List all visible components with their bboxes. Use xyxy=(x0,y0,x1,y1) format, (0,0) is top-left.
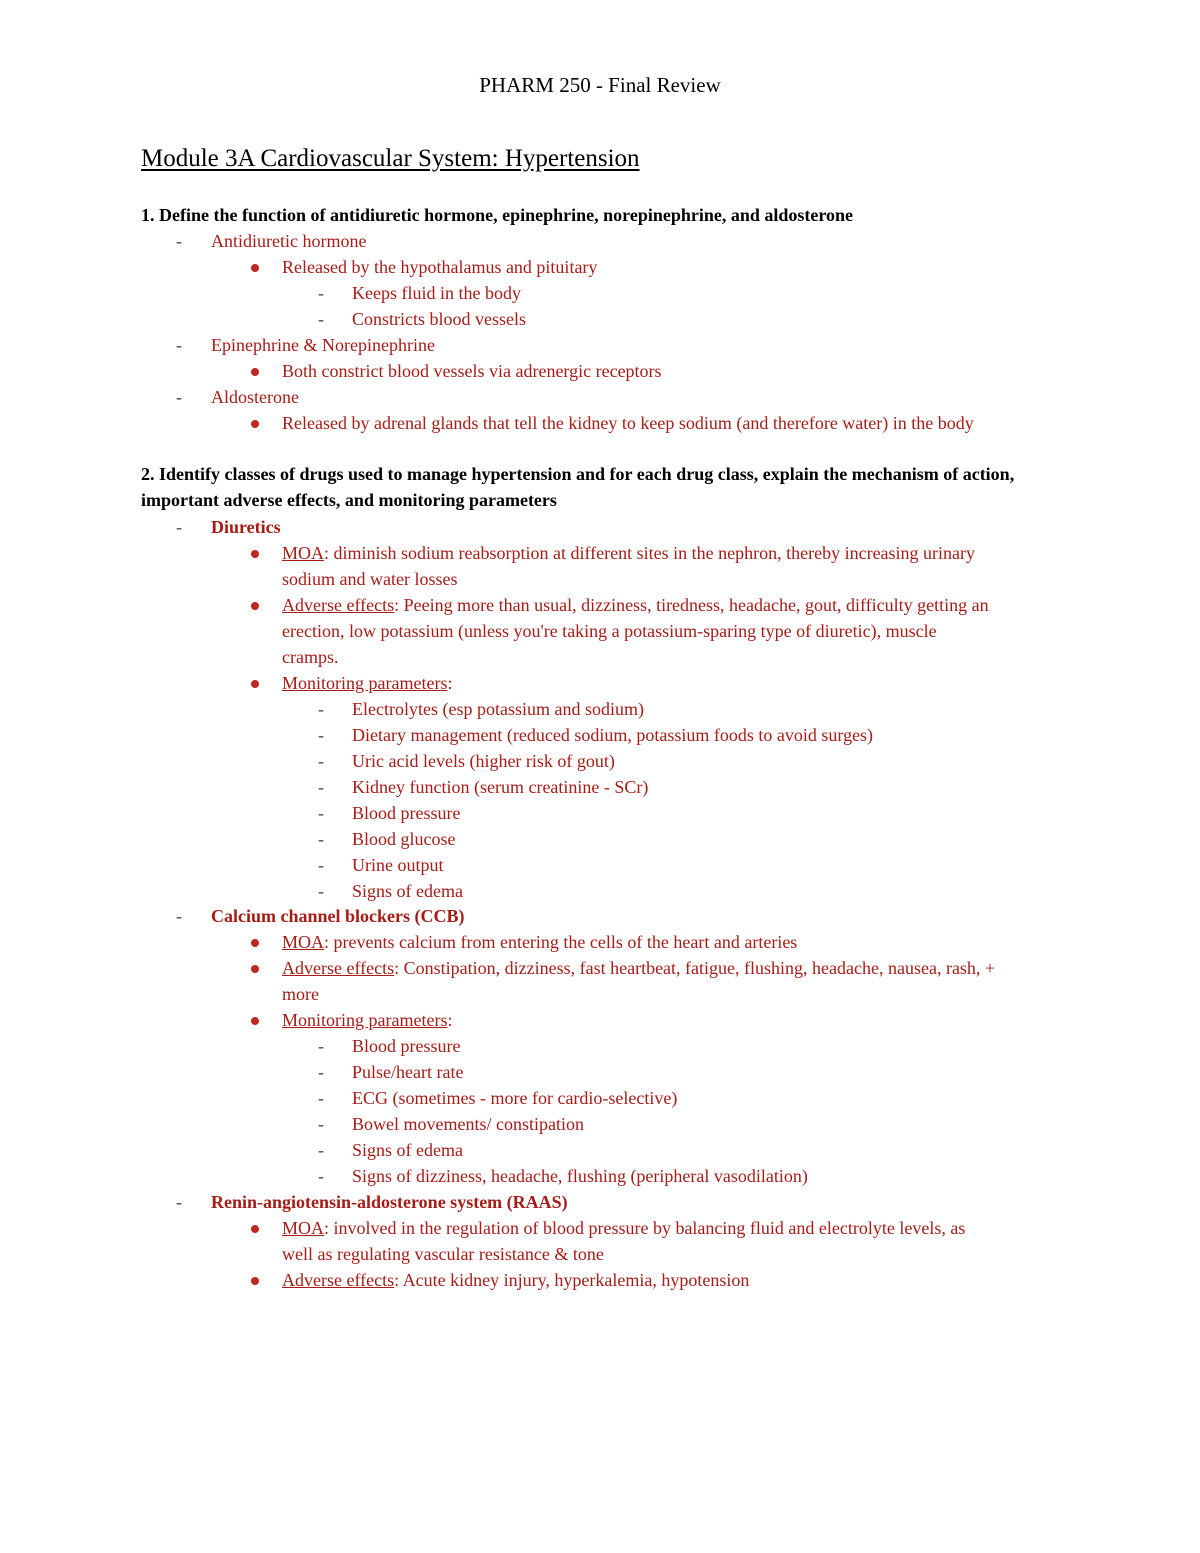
bullet-dot xyxy=(251,420,259,428)
document-title: PHARM 250 - Final Review xyxy=(479,73,721,97)
list-dash: - xyxy=(318,283,324,303)
list-dash: - xyxy=(176,231,182,251)
list-dash: - xyxy=(318,881,324,901)
adverse-label: Adverse effects xyxy=(282,595,395,615)
list-item: Bowel movements/ constipation xyxy=(352,1114,584,1134)
list-item: Electrolytes (esp potassium and sodium) xyxy=(352,699,644,719)
bullet-dot xyxy=(251,550,259,558)
list-dash: - xyxy=(318,1166,324,1186)
bullet-dot xyxy=(251,1277,259,1285)
adverse-text: : Peeing more than usual, dizziness, tiredness, headache, gout, difficulty getting an xyxy=(394,595,989,615)
list-dash: - xyxy=(176,335,182,355)
diuretics-moa xyxy=(282,541,975,567)
list-item-aldosterone: Aldosterone xyxy=(211,387,299,407)
question-2-heading: 2. Identify classes of drugs used to manage hypertension and for each drug class, explain the mechanism of action, important adverse effects, and monitoring parameters xyxy=(141,464,1015,510)
list-item-epinephrine: Epinephrine & Norepinephrine xyxy=(211,335,435,355)
raas-moa xyxy=(282,1216,965,1242)
list-item: Urine output xyxy=(352,855,444,875)
list-item: Keeps fluid in the body xyxy=(352,283,521,303)
list-dash: - xyxy=(318,803,324,823)
drug-class-ccb: Calcium channel blockers (CCB) xyxy=(211,906,465,926)
moa-text: : involved in the regulation of blood pressure by balancing fluid and electrolyte levels, as xyxy=(324,1218,966,1238)
bullet-dot xyxy=(251,1017,259,1025)
list-dash: - xyxy=(176,906,182,926)
list-dash: - xyxy=(318,751,324,771)
list-dash: - xyxy=(176,1192,182,1212)
list-item: Signs of edema xyxy=(352,1140,463,1160)
diuretics-monitoring xyxy=(282,671,452,697)
bullet-dot xyxy=(251,680,259,688)
question-1-heading: 1. Define the function of antidiuretic hormone, epinephrine, norepinephrine, and aldosterone xyxy=(141,205,854,225)
bullet-dot xyxy=(251,602,259,610)
list-dash: - xyxy=(318,777,324,797)
list-dash: - xyxy=(318,829,324,849)
list-item: Both constrict blood vessels via adrenergic receptors xyxy=(282,361,662,381)
list-item: Signs of edema xyxy=(352,881,463,901)
colon: : xyxy=(447,673,453,693)
raas-moa-cont: well as regulating vascular resistance & tone xyxy=(282,1244,604,1264)
bullet-dot xyxy=(251,368,259,376)
ccb-moa xyxy=(282,930,797,956)
moa-text: : diminish sodium reabsorption at different sites in the nephron, thereby increasing urinary xyxy=(324,543,976,563)
moa-label: MOA xyxy=(282,932,325,952)
list-dash: - xyxy=(318,1140,324,1160)
bullet-dot xyxy=(251,965,259,973)
list-dash: - xyxy=(176,387,182,407)
moa-text: : prevents calcium from entering the cells of the heart and arteries xyxy=(324,932,798,952)
moa-label: MOA xyxy=(282,1218,325,1238)
list-item: Signs of dizziness, headache, flushing (peripheral vasodilation) xyxy=(352,1166,808,1186)
list-dash: - xyxy=(318,725,324,745)
list-dash: - xyxy=(318,1062,324,1082)
list-dash: - xyxy=(318,699,324,719)
list-item: Dietary management (reduced sodium, potassium foods to avoid surges) xyxy=(352,725,874,745)
list-dash: - xyxy=(176,517,182,537)
list-item: Pulse/heart rate xyxy=(352,1062,464,1082)
list-item: Uric acid levels (higher risk of gout) xyxy=(352,751,615,771)
ccb-monitoring xyxy=(282,1008,452,1034)
diuretics-adverse-cont: cramps. xyxy=(282,647,339,667)
list-item: Kidney function (serum creatinine - SCr) xyxy=(352,777,649,797)
ccb-adverse xyxy=(282,956,995,982)
moa-label: MOA xyxy=(282,543,325,563)
list-dash: - xyxy=(318,1114,324,1134)
monitoring-label: Monitoring parameters xyxy=(282,673,448,693)
diuretics-adverse-cont: erection, low potassium (unless you're taking a potassium-sparing type of diuretic), muscle xyxy=(282,621,937,641)
adverse-text: : Acute kidney injury, hyperkalemia, hypotension xyxy=(394,1270,750,1290)
list-item: Blood pressure xyxy=(352,1036,461,1056)
monitoring-label: Monitoring parameters xyxy=(282,1010,448,1030)
colon: : xyxy=(447,1010,453,1030)
list-dash: - xyxy=(318,309,324,329)
bullet-dot xyxy=(251,939,259,947)
list-item: Constricts blood vessels xyxy=(352,309,526,329)
list-item: Released by adrenal glands that tell the kidney to keep sodium (and therefore water) in the body xyxy=(282,413,974,433)
drug-class-diuretics: Diuretics xyxy=(211,517,281,537)
diuretics-adverse xyxy=(282,593,989,619)
list-item: Released by the hypothalamus and pituitary xyxy=(282,257,598,277)
list-item: ECG (sometimes - more for cardio-selective) xyxy=(352,1088,678,1108)
ccb-adverse-cont: more xyxy=(282,984,319,1004)
list-item: Blood pressure xyxy=(352,803,461,823)
adverse-label: Adverse effects xyxy=(282,958,395,978)
bullet-dot xyxy=(251,264,259,272)
list-dash: - xyxy=(318,855,324,875)
bullet-dot xyxy=(251,1225,259,1233)
adverse-text: : Constipation, dizziness, fast heartbeat, fatigue, flushing, headache, nausea, rash, + xyxy=(394,958,996,978)
list-item: Blood glucose xyxy=(352,829,456,849)
list-dash: - xyxy=(318,1088,324,1108)
list-item-adh: Antidiuretic hormone xyxy=(211,231,367,251)
module-heading: Module 3A Cardiovascular System: Hypertension xyxy=(141,145,640,172)
diuretics-moa-cont: sodium and water losses xyxy=(282,569,458,589)
list-dash: - xyxy=(318,1036,324,1056)
adverse-label: Adverse effects xyxy=(282,1270,395,1290)
drug-class-raas: Renin-angiotensin-aldosterone system (RAAS) xyxy=(211,1192,568,1212)
raas-adverse xyxy=(282,1268,749,1294)
